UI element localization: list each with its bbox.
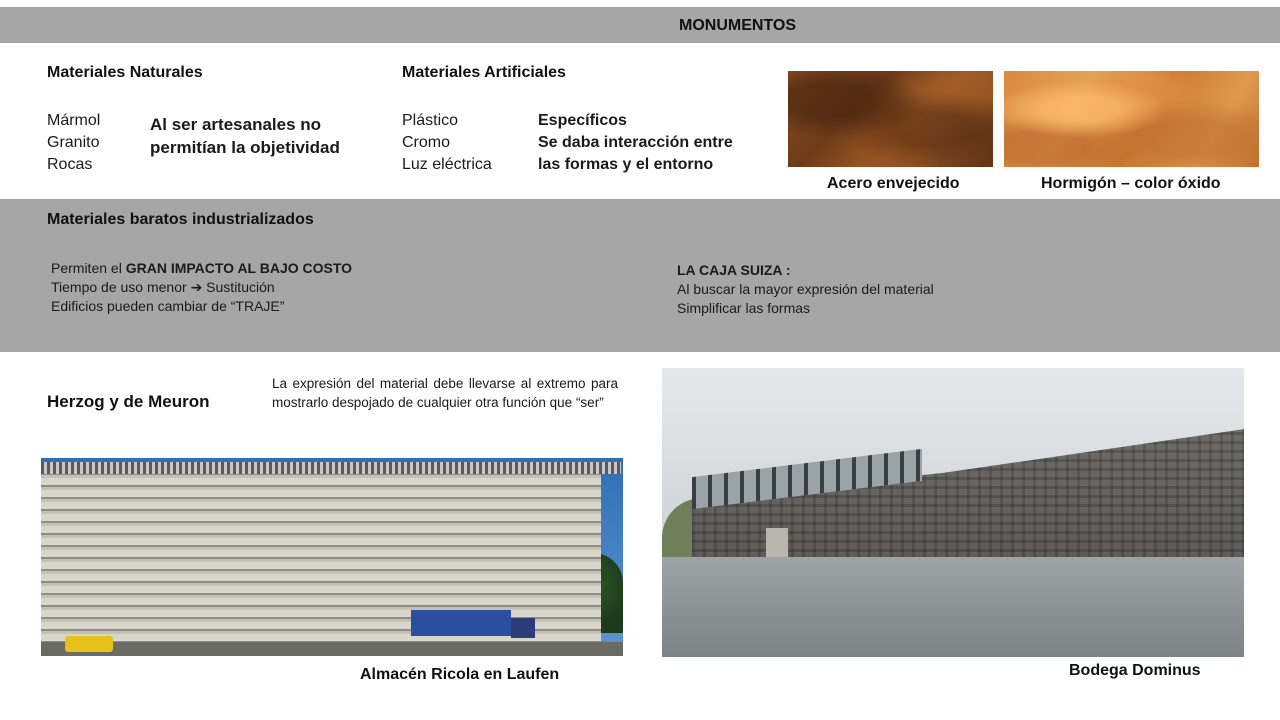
dominus-caption: Bodega Dominus <box>1069 662 1201 679</box>
industrial-left-line: Edificios pueden cambiar de “TRAJE” <box>51 298 285 314</box>
natural-note-line: Al ser artesanales no <box>150 115 322 134</box>
artificial-note-line: Específicos <box>538 112 627 129</box>
artificial-item: Cromo <box>402 134 451 151</box>
industrial-text: Permiten el <box>51 260 126 276</box>
arrow-right-icon: ➔ <box>190 279 203 295</box>
herzog-heading: Herzog y de Meuron <box>47 392 210 411</box>
natural-item: Granito <box>47 134 100 151</box>
ricola-caption: Almacén Ricola en Laufen <box>360 666 560 683</box>
herzog-quote: La expresión del material debe llevarse al extremo para mostrarlo despojado de cualquier otra función que “ser” <box>272 376 618 410</box>
natural-note-line: permitían la objetividad <box>150 138 340 157</box>
natural-list <box>47 110 100 176</box>
aged-steel-image <box>788 71 993 167</box>
page-title: MONUMENTOS <box>679 17 797 34</box>
artificial-note <box>538 110 733 176</box>
artificial-note-line: Se daba interacción entre <box>538 134 733 151</box>
natural-note <box>150 113 340 159</box>
industrial-text: Sustitución <box>202 279 275 295</box>
industrial-left-text <box>51 259 352 316</box>
industrial-left-line <box>51 278 352 297</box>
artificial-note-line: las formas y el entorno <box>538 156 714 173</box>
artificial-item: Luz eléctrica <box>402 156 492 173</box>
industrial-heading: Materiales baratos industrializados <box>47 211 314 228</box>
oxide-concrete-caption: Hormigón – color óxido <box>1041 175 1221 192</box>
artificial-item: Plástico <box>402 112 459 129</box>
oxide-concrete-image <box>1004 71 1259 167</box>
industrial-right-text <box>677 261 934 318</box>
industrial-right-line: Al buscar la mayor expresión del material <box>677 281 934 297</box>
ricola-warehouse-photo <box>41 458 623 656</box>
industrial-text: Tiempo de uso menor <box>51 279 191 295</box>
artificial-list <box>402 110 492 176</box>
aged-steel-caption: Acero envejecido <box>827 175 960 192</box>
dominus-winery-photo <box>662 368 1244 657</box>
industrial-right-line: Simplificar las formas <box>677 300 811 316</box>
swiss-box-heading: LA CAJA SUIZA : <box>677 262 791 278</box>
industrial-left-line <box>51 259 352 278</box>
natural-heading: Materiales Naturales <box>47 64 203 81</box>
natural-item: Rocas <box>47 156 93 173</box>
natural-item: Mármol <box>47 112 101 129</box>
header-band <box>0 7 1280 43</box>
artificial-heading: Materiales Artificiales <box>402 64 566 81</box>
industrial-emphasis: GRAN IMPACTO AL BAJO COSTO <box>125 260 353 276</box>
